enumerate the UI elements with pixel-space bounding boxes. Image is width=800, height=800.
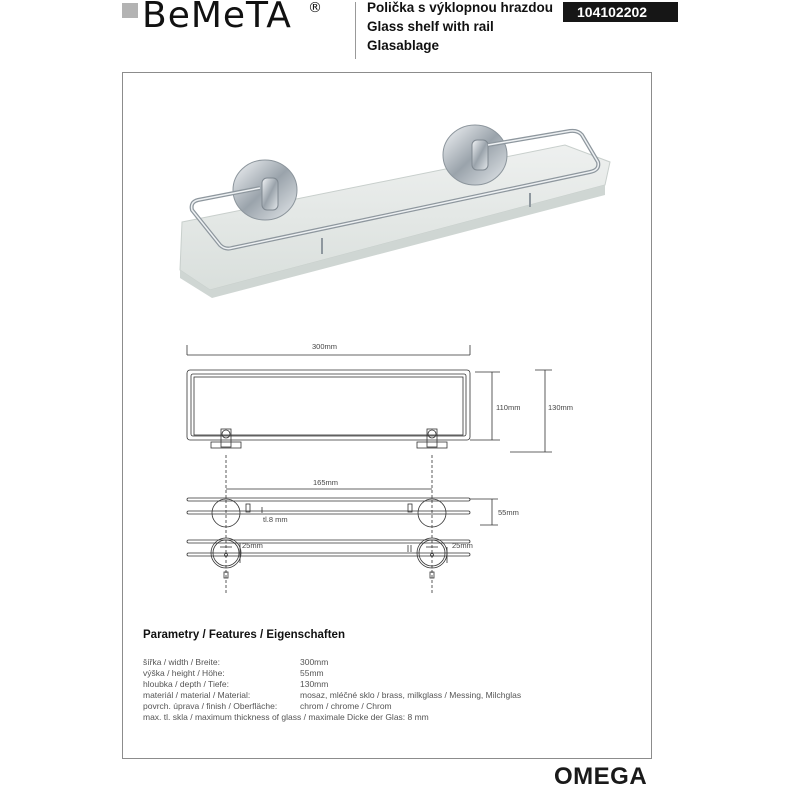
title-czech: Polička s výklopnou hrazdou	[367, 0, 554, 15]
feature-value-finish: chrom / chrome / Chrom	[300, 701, 392, 711]
brand-logo: BeMeTA	[142, 0, 292, 36]
series-name: OMEGA	[554, 763, 648, 790]
dim-glass-thickness: tl.8 mm	[263, 515, 288, 524]
product-photo	[170, 100, 620, 320]
feature-label-depth: hloubka / depth / Tiefe:	[143, 679, 230, 689]
feature-value-depth: 130mm	[300, 679, 329, 689]
title-german: Glasablage	[367, 38, 440, 53]
title-english: Glass shelf with rail	[367, 19, 494, 34]
feature-value-width: 300mm	[300, 657, 329, 667]
dim-width: 300mm	[312, 342, 338, 351]
dim-mount-spacing: 165mm	[313, 478, 339, 487]
dim-inner-depth: 110mm	[496, 403, 521, 412]
features-title: Parametry / Features / Eigenschaften	[143, 629, 345, 641]
dim-rosette-right: 25mm	[452, 541, 473, 550]
feature-label-material: materiál / material / Material:	[143, 690, 251, 700]
product-code: 104102202	[563, 2, 678, 22]
feature-value-height: 55mm	[300, 668, 324, 678]
feature-label-finish: povrch. úprava / finish / Oberfläche:	[143, 701, 278, 711]
logo-square	[122, 3, 138, 18]
dim-depth: 130mm	[548, 403, 574, 412]
dim-height: 55mm	[498, 508, 519, 517]
registered-mark: ®	[308, 0, 322, 16]
feature-value-material: mosaz, mléčné sklo / brass, milkglass / Messing, Milchglas	[300, 690, 522, 700]
dim-rosette-left: 25mm	[242, 541, 263, 550]
feature-label-height: výška / height / Höhe:	[143, 668, 225, 678]
technical-drawing	[170, 335, 610, 595]
feature-max-glass-thickness: max. tl. skla / maximum thickness of glass / maximale Dicke der Glas: 8 mm	[143, 712, 429, 722]
header-divider	[355, 2, 356, 59]
feature-label-width: šířka / width / Breite:	[143, 657, 220, 667]
